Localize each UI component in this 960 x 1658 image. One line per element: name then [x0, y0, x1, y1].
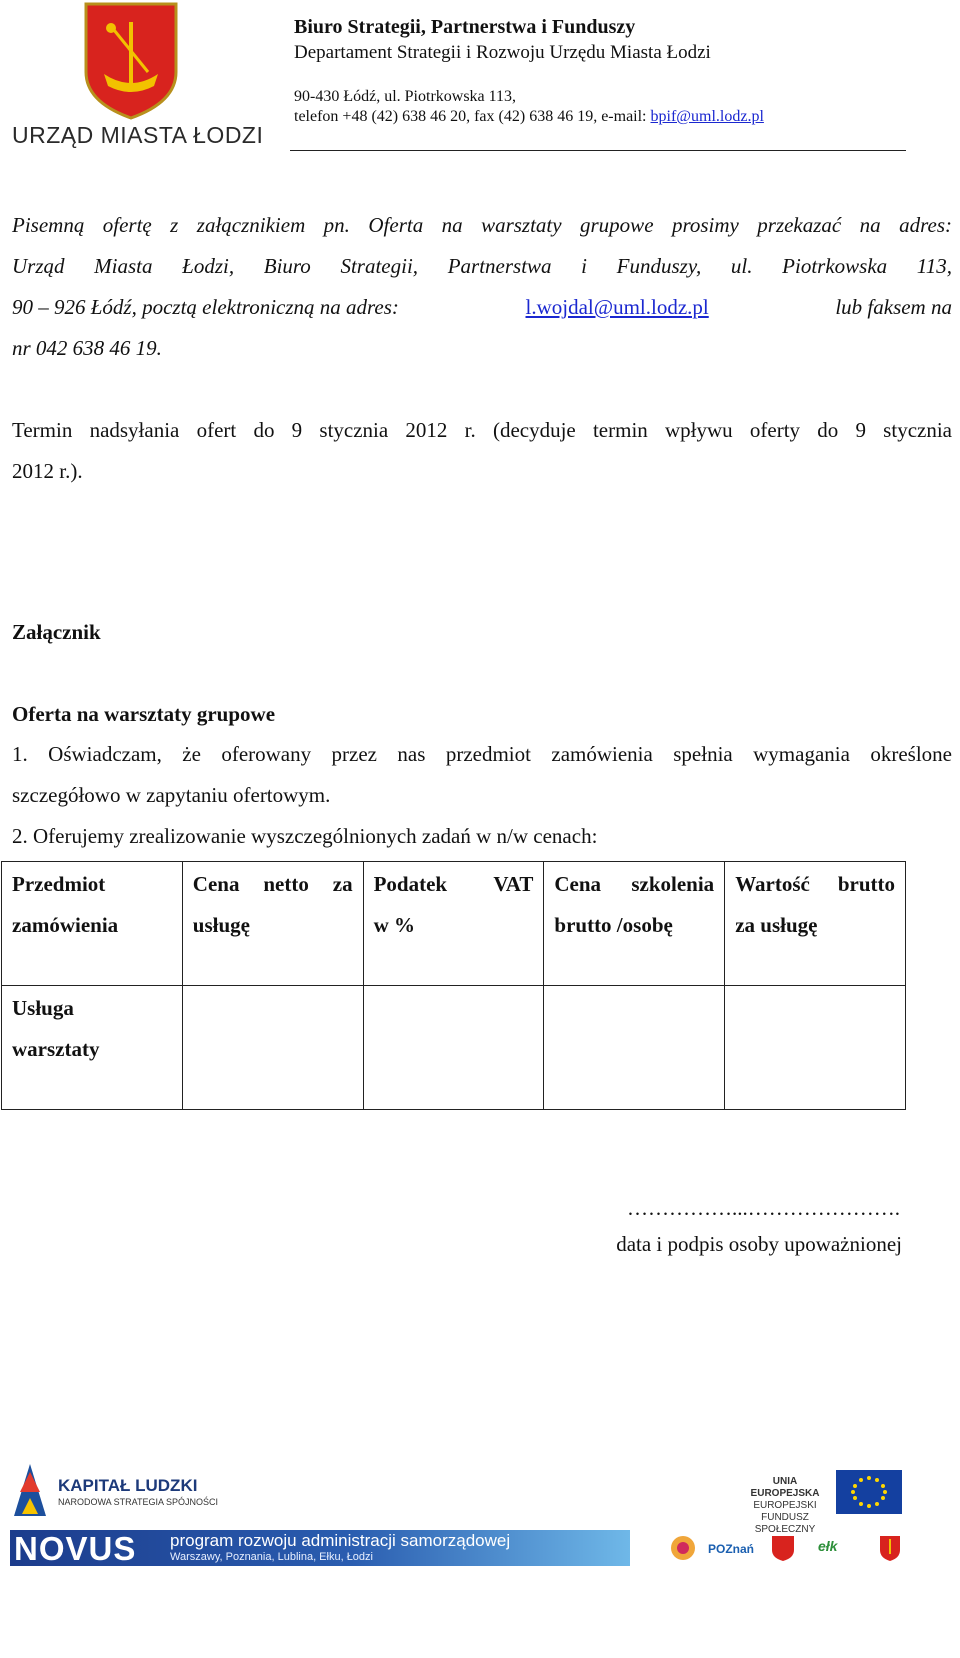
kapital-ludzki-subtitle: NARODOWA STRATEGIA SPÓJNOŚCI: [58, 1497, 219, 1507]
submission-line-3: [12, 287, 952, 328]
header-vat-line-2: w %: [373, 913, 416, 937]
header-value-line-2: za usługę: [735, 913, 818, 937]
submission-line-3-start: 90 – 926 Łódź, pocztą elektroniczną na adres:: [12, 295, 399, 319]
poznan-logo: POZnań: [708, 1542, 755, 1556]
attachment-heading: Załącznik: [12, 620, 101, 644]
eu-flag-icon: [836, 1470, 902, 1514]
phone-fax-text: telefon +48 (42) 638 46 20, fax (42) 638 46 19, e-mail:: [294, 108, 651, 125]
header-value-word-2: brutto: [837, 872, 895, 896]
header-subject-line-1: Przedmiot: [12, 872, 106, 896]
novus-logo: NOVUS: [14, 1530, 137, 1567]
gross-per-person-cell[interactable]: [544, 986, 725, 1110]
eu-line-2: EUROPEJSKI: [753, 1500, 817, 1511]
kapital-ludzki-logo-icon: [10, 1462, 50, 1518]
office-contact: [294, 108, 764, 126]
header-value-line-1: [735, 864, 895, 905]
row-service-line-2: warsztaty: [12, 1037, 100, 1061]
header-gross-word-1: Cena: [554, 872, 602, 896]
city-logo-icon: [668, 1534, 698, 1562]
header-subject-line-2: zamówienia: [12, 913, 119, 937]
header-net-price-line-2: usługę: [192, 913, 250, 937]
header-divider: [290, 150, 906, 151]
eu-text: [740, 1476, 830, 1536]
program-name: program rozwoju administracji samorządowej: [170, 1531, 511, 1550]
row-service-label: [2, 986, 183, 1110]
table-header-row: [2, 862, 906, 986]
header-gross-line-1: [554, 864, 714, 905]
eu-line-3: FUNDUSZ SPOŁECZNY: [754, 1512, 816, 1535]
table-row: [2, 986, 906, 1110]
point-2: 2. Oferujemy zrealizowanie wyszczególnionych zadań w n/w cenach:: [12, 824, 598, 848]
offer-title: Oferta na warsztaty grupowe: [12, 702, 276, 726]
vat-cell[interactable]: [363, 986, 544, 1110]
point-1-line-2: szczegółowo w zapytaniu ofertowym.: [12, 783, 331, 807]
office-name: URZĄD MIASTA ŁODZI: [12, 122, 264, 148]
submission-paragraph: [12, 205, 952, 246]
header-net-price-line-1: [193, 864, 353, 905]
header-vat-line-1: [374, 864, 534, 905]
office-email-link[interactable]: bpif@uml.lodz.pl: [650, 108, 764, 125]
header-value-word-1: Wartość: [735, 872, 810, 896]
eu-line-1: UNIA EUROPEJSKA: [750, 1476, 820, 1499]
kapital-ludzki-title: KAPITAŁ LUDZKI: [58, 1476, 198, 1495]
submission-line-4: nr 042 638 46 19.: [12, 336, 162, 360]
submission-paragraph-2: [12, 246, 952, 287]
net-price-cell[interactable]: [182, 986, 363, 1110]
contact-email-link[interactable]: l.wojdal@uml.lodz.pl: [525, 295, 709, 319]
price-table: [1, 861, 906, 1110]
gross-value-cell[interactable]: [725, 986, 906, 1110]
lodz-crest-icon: [878, 1534, 902, 1562]
point-1-line-1: 1. Oświadczam, że oferowany przez nas przedmiot zamówienia spełnia wymagania określone: [12, 742, 952, 766]
header-subject: [2, 862, 183, 986]
bureau-name: Biuro Strategii, Partnerstwa i Funduszy: [294, 16, 636, 38]
program-cities: Warszawy, Poznania, Lublina, Ełku, Łodzi: [170, 1551, 373, 1563]
submission-line-1: Pisemną ofertę z załącznikiem pn. Oferta na warsztaty grupowe prosimy przekazać na adres:: [12, 213, 952, 237]
header-net-word-2: netto: [263, 872, 309, 896]
elk-logo: ełk: [818, 1538, 838, 1554]
header-gross-per-person: [544, 862, 725, 986]
office-address: 90-430 Łódź, ul. Piotrkowska 113,: [294, 88, 517, 105]
department-name: Departament Strategii i Rozwoju Urzędu Miasta Łodzi: [294, 42, 711, 63]
signature-label: data i podpis osoby upoważnionej: [616, 1232, 902, 1256]
lublin-crest-icon: [770, 1534, 796, 1562]
header-net-word-3: za: [332, 872, 353, 896]
signature-line: ……………...………………….: [627, 1196, 900, 1220]
header-net-word-1: Cena: [192, 872, 240, 896]
header-gross-value: [725, 862, 906, 986]
deadline-paragraph: [12, 410, 952, 451]
submission-line-3-end: lub faksem na: [835, 295, 952, 319]
deadline-line-1: Termin nadsyłania ofert do 9 stycznia 2012 r. (decyduje termin wpływu oferty do 9 stycznia: [12, 418, 952, 442]
header-vat-word-2: VAT: [493, 872, 534, 896]
city-crest-icon: [84, 2, 178, 120]
deadline-line-2: 2012 r.).: [12, 459, 83, 483]
submission-line-2: Urząd Miasta Łodzi, Biuro Strategii, Partnerstwa i Funduszy, ul. Piotrkowska 113,: [12, 254, 952, 278]
point-1: [12, 734, 952, 775]
header-vat-word-1: Podatek: [373, 872, 448, 896]
header-gross-word-2: szkolenia: [631, 872, 715, 896]
header-net-price: [182, 862, 363, 986]
row-service-line-1: Usługa: [12, 996, 74, 1020]
header-gross-line-2: brutto /osobę: [554, 913, 673, 937]
header-vat: [363, 862, 544, 986]
